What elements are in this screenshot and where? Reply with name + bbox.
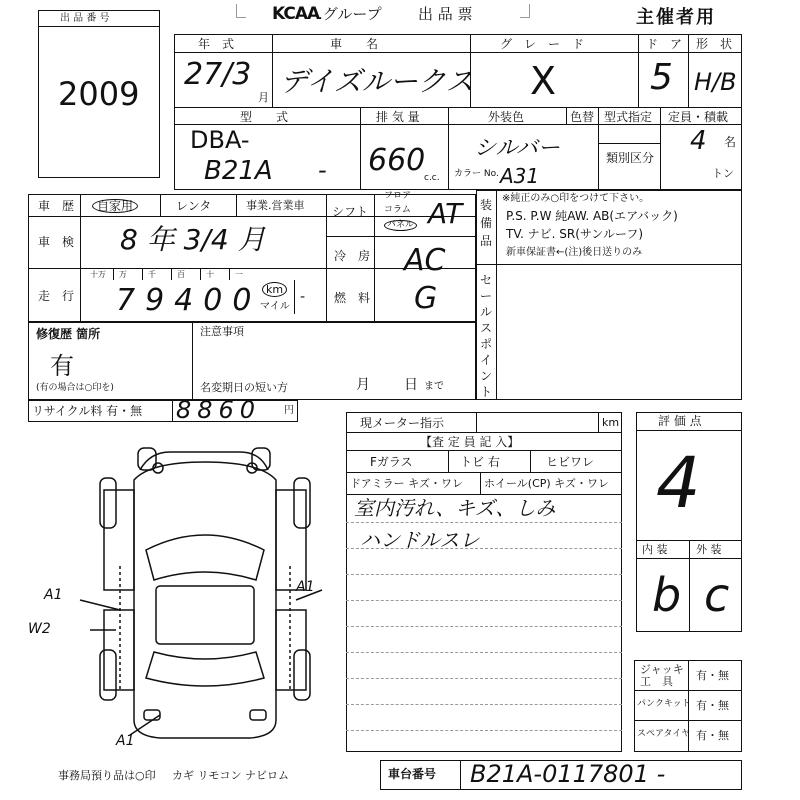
mile-unit: マイル [260, 301, 290, 312]
expiry-until: まで [424, 381, 444, 392]
ruled-line [346, 574, 622, 575]
recycle-label: リサイクル料 有・無 [32, 404, 143, 418]
recycle-value: 8860 [176, 396, 262, 424]
inspection-value: 8 年 3/4 月 [120, 223, 266, 256]
type-designation-label: 型式指定 [604, 110, 653, 124]
inspector-comment-2: ハンドルスレ [360, 528, 480, 552]
ruled-line [346, 522, 622, 523]
color-value: シルバー [474, 136, 560, 161]
mileage-digit-header: 百 [177, 270, 185, 279]
capacity-value: 4 [690, 126, 707, 156]
mileage-digit-divider [200, 268, 201, 280]
ruled-line [346, 678, 622, 679]
notes-label: 注意事項 [200, 325, 244, 338]
repaint-label: 色替 [570, 110, 595, 124]
km-unit: km [262, 282, 287, 297]
ruled-line [346, 730, 622, 731]
puncture-label: パンクキット [637, 699, 691, 709]
class-label: 類別区分 [606, 151, 655, 165]
car-diagram [60, 440, 350, 750]
expiry-month: 月 [356, 377, 370, 393]
glass-label: Fガラス [370, 455, 413, 469]
lot-number: 2009 [58, 75, 140, 113]
spare-label: スペアタイヤ [637, 729, 691, 739]
displacement-label: 排 気 量 [376, 110, 420, 124]
mileage-digit-divider [142, 268, 143, 280]
expiry-label: 名変期日の短い方 [200, 381, 288, 394]
history-rental: レンタ [176, 199, 212, 213]
recycle-unit: 円 [284, 405, 294, 416]
grade-label: グ レ ー ド [500, 37, 585, 51]
shape-label: 形 状 [696, 37, 733, 51]
repair-note: (有の場合は○印を) [36, 383, 114, 393]
tobi-label: トビ 右 [460, 455, 500, 469]
jack-options: 有・無 [696, 669, 729, 682]
color-code-label: カラー No. [454, 169, 499, 179]
shift-panel: パネル [384, 220, 417, 231]
inspector-comment-1: 室内汚れ、キズ、しみ [354, 496, 556, 520]
brand-logo: KCAA [272, 4, 320, 24]
model-value-prefix: DBA- [190, 126, 250, 154]
car-name-label: 車 名 [330, 37, 379, 51]
mirror-label: ドアミラー キズ・ワレ [350, 477, 463, 490]
corner-mark [520, 4, 530, 18]
chassis-label: 車台番号 [388, 767, 437, 781]
capacity-label: 定員・積載 [668, 110, 729, 124]
interior-label: 内 装 [642, 543, 668, 556]
deposit-label: 事務局預り品は○印 [58, 769, 156, 782]
hibi-label: ヒビワレ [546, 455, 595, 469]
mileage-digit-divider [229, 268, 230, 280]
mileage-digit-divider [113, 268, 114, 280]
color-label: 外装色 [488, 110, 525, 124]
repair-label: 修復歴 箇所 [36, 327, 101, 341]
sales-point-label: セールスポイント [480, 273, 493, 399]
history-label: 車 歴 [38, 199, 75, 213]
corner-mark [236, 4, 246, 18]
equipment-note: ※純正のみ○印をつけて下さい。 [502, 193, 650, 204]
shift-value: AT [428, 197, 463, 230]
fuel-label: 燃 料 [334, 291, 371, 305]
month-unit: 月 [258, 91, 269, 104]
interior-value: b [652, 568, 682, 622]
ruled-line [346, 626, 622, 627]
lot-label: 出 品 番 号 [60, 13, 110, 24]
mileage-digit-header: 一 [235, 270, 243, 279]
meter-unit: km [602, 416, 620, 429]
repair-value: 有 [50, 352, 74, 380]
year-label: 年 式 [198, 37, 235, 51]
ruled-line [346, 652, 622, 653]
shift-column: コラム [384, 205, 411, 215]
fuel-value: G [414, 281, 438, 316]
history-business: 事業.営業車 [246, 199, 305, 212]
keys-label: カギ リモコン ナビロム [172, 769, 289, 782]
door-value: 5 [650, 57, 673, 98]
score-value: 4 [656, 442, 701, 524]
aircon-value: AC [404, 243, 446, 278]
displacement-value: 660 [368, 143, 426, 178]
ruled-line [346, 704, 622, 705]
mileage-value: 79400 [116, 283, 262, 318]
equipment-label: 装備品 [480, 198, 493, 248]
meter-label: 現メーター指示 [360, 416, 445, 430]
chassis-value: B21A-0117801 - [470, 760, 666, 788]
shift-floor: フロア [384, 191, 412, 201]
jack-label: ジャッキ 工 具 [640, 663, 684, 688]
ruled-line [346, 600, 622, 601]
year-value: 27/3 [184, 57, 252, 92]
diagram-a1-left: A1 [44, 587, 63, 603]
car-name-value: デイズルークス [280, 65, 474, 98]
equipment-line2: TV. ナビ. SR(サンルーフ) [506, 227, 644, 241]
mileage-digit-header: 十万 [90, 270, 106, 279]
mileage-digit-header: 千 [148, 270, 156, 279]
door-label: ド ア [646, 37, 683, 51]
equipment-line1: P.S. P.W 純AW. AB(エアバック) [506, 209, 678, 223]
model-value: B21A [204, 156, 273, 186]
shape-value: H/B [694, 68, 737, 96]
ton-unit: トン [712, 167, 734, 180]
inspection-label: 車 検 [38, 235, 75, 249]
equipment-line3: 新車保証書←(注)後日送りのみ [506, 247, 643, 258]
mileage-digit-header: 十 [206, 270, 214, 279]
color-code-value: A31 [500, 164, 540, 188]
puncture-options: 有・無 [696, 699, 729, 712]
history-private: 自家用 [92, 199, 138, 213]
mileage-label: 走 行 [38, 289, 75, 303]
mileage-digit-divider [171, 268, 172, 280]
model-dash: - [318, 156, 327, 184]
inspector-label: 【査 定 員 記 入】 [420, 435, 520, 449]
wheel-label: ホイール(CP) キズ・ワレ [484, 477, 609, 490]
expiry-day: 日 [404, 377, 418, 393]
grade-value: X [530, 59, 557, 103]
model-label: 型 式 [240, 110, 289, 124]
diagram-a1-right: A1 [296, 579, 315, 595]
diagram-a1-bottom: A1 [116, 733, 135, 749]
organizer-label: 主催者用 [636, 7, 716, 28]
aircon-label: 冷 房 [334, 249, 371, 263]
score-label: 評 価 点 [658, 414, 702, 428]
diagram-w2: W2 [28, 621, 51, 637]
spare-options: 有・無 [696, 729, 729, 742]
brand-group: .グループ [318, 5, 382, 23]
exterior-label: 外 装 [696, 543, 722, 556]
cc-unit: c.c. [424, 173, 440, 183]
shift-label: シフト [332, 205, 369, 219]
form-title: 出 品 票 [418, 5, 473, 23]
mileage-digit-header: 万 [119, 270, 127, 279]
mile-dash: - [300, 289, 306, 305]
capacity-unit: 名 [724, 135, 737, 149]
exterior-value: c [704, 568, 730, 622]
